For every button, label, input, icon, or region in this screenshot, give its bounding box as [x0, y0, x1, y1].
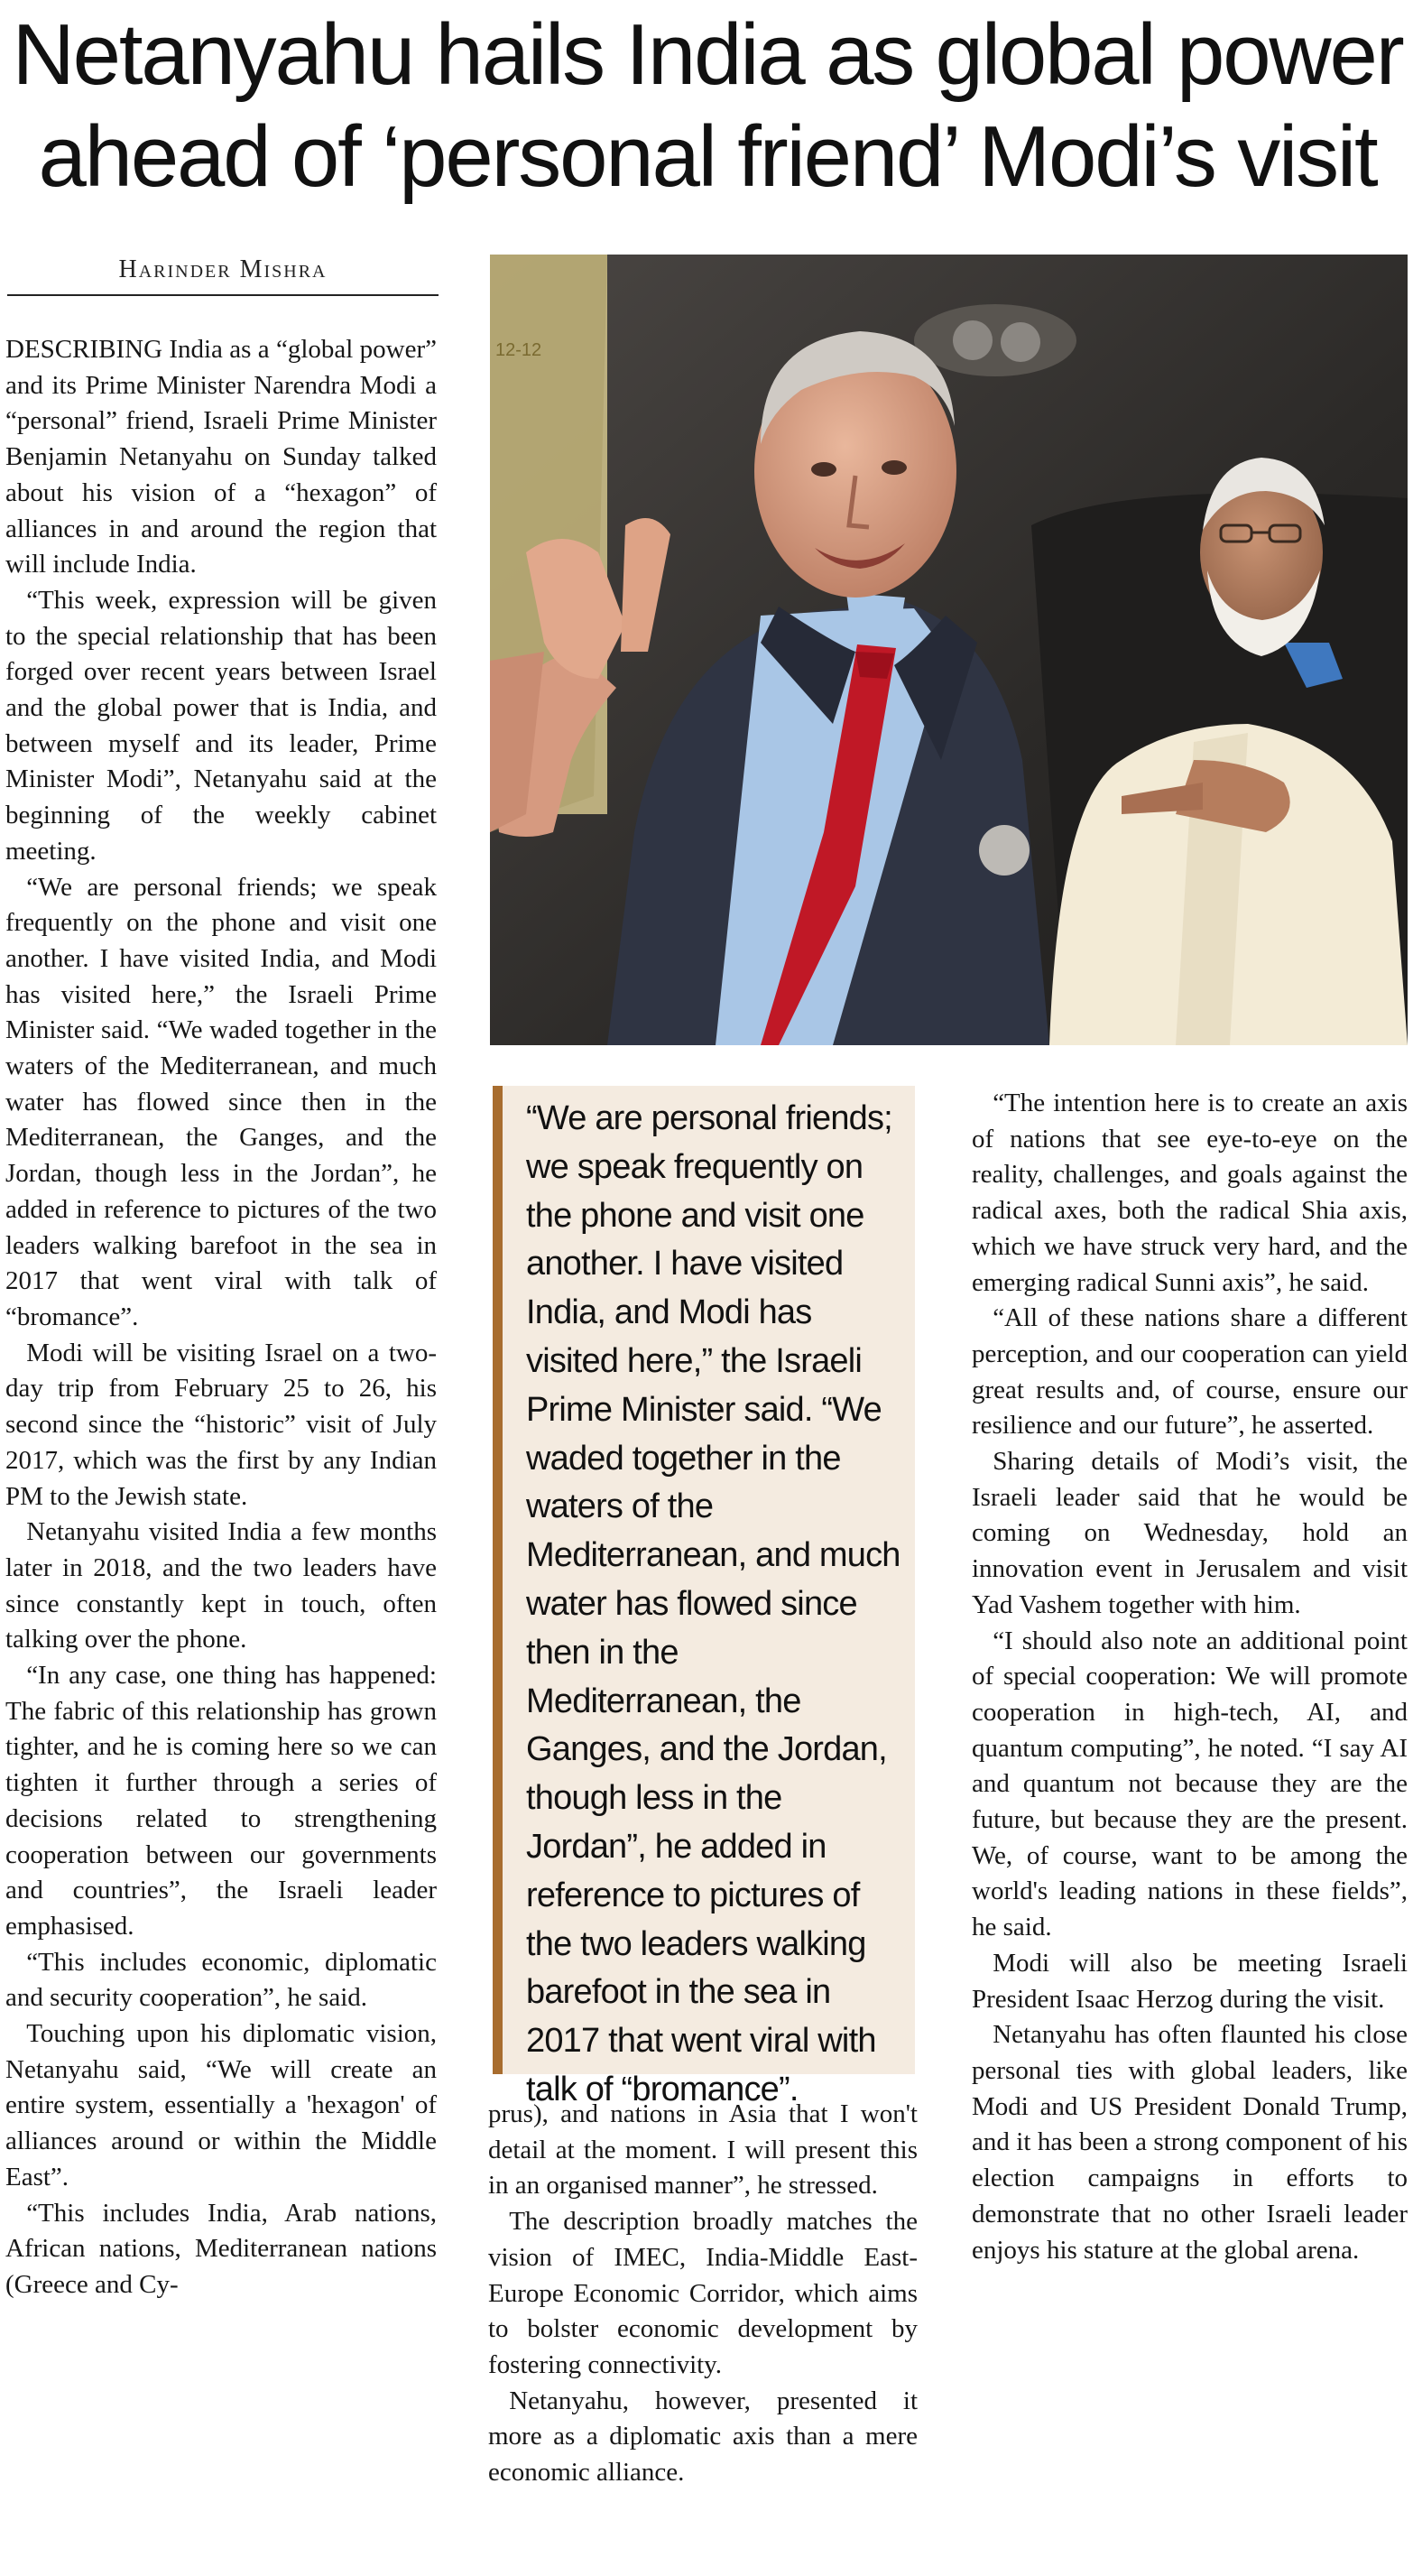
- window-sticker-label: 12-12: [495, 340, 542, 360]
- byline: Harinder Mishra: [7, 253, 439, 296]
- article-paragraph: “All of these nations share a different perception, and our cooperation can yield great results and, of course, ensure our resilience and our future”, he asserted.: [972, 1303, 1408, 1441]
- article-paragraph: “We are personal friends; we speak frequently on the phone and visit one another. I have visited India, and Modi has visited here,” the Israeli Prime Minister said. “We waded together in the waters of the Mediterranean, and much water has flowed since then in the Mediterranean, the Ganges, and the Jordan, though less in the Jordan”, he added in reference to pictures of the two leaders walking barefoot in the sea in 2017 that went viral with talk of “bromance”.: [5, 872, 437, 1331]
- wristwatch: [979, 825, 1030, 876]
- pull-quote: “We are personal friends; we speak frequently on the phone and visit one another. I have visited India, and Modi has visited here,” the Israeli Prime Minister said. “We waded together in the waters of the Mediterranean, and much water has flowed since then in the Mediterranean, the Ganges, and the Jordan, though less in the Jordan”, he added in reference to pictures of the two leaders walking barefoot in the sea in 2017 that went viral with talk of “bromance”.: [493, 1086, 915, 2074]
- article-paragraph: “This includes economic, diplomatic and security cooperation”, he said.: [5, 1947, 437, 2013]
- article-paragraph: Netanyahu has often flaunted his close personal ties with global leaders, like Modi and US President Donald Trump, and it has been a strong component of his election campaigns in efforts to demonstrate that no other Israeli leader enjoys his stature at the global arena.: [972, 2020, 1408, 2265]
- article-paragraph: Touching upon his diplomatic vision, Netanyahu said, “We will create an entire system, essentially a 'hexagon' of alliances around or within the Middle East”.: [5, 2019, 437, 2191]
- article-column-2: [488, 2097, 918, 2491]
- news-photo: [490, 255, 1408, 1045]
- article-paragraph: Modi will also be meeting Israeli President Isaac Herzog during the visit.: [972, 1948, 1408, 2014]
- article-paragraph: “This week, expression will be given to the special relationship that has been forged over recent years between Israel and the global power that is India, and between myself and its leader, Prime Minister Modi”, Netanyahu said at the beginning of the weekly cabinet meeting.: [5, 585, 437, 866]
- article-column-1: [5, 332, 437, 2303]
- article-paragraph: Modi will be visiting Israel on a two-day trip from February 25 to 26, his second since the “historic” visit of July 2017, which was the first by any Indian PM to the Jewish state.: [5, 1338, 437, 1511]
- article-paragraph: The description broadly matches the vision of IMEC, India-Middle East- Europe Economic Corridor, which aims to bolster economic development by fostering connectivity.: [488, 2207, 918, 2379]
- article-paragraph: “In any case, one thing has happened: The fabric of this relationship has grown tighter, and he is coming here so we can tighten it further through a series of decisions related to strengthening cooperation between our governments and countries”, the Israeli leader emphasised.: [5, 1661, 437, 1941]
- article-paragraph: “This includes India, Arab nations, African nations, Mediterranean nations (Greece and Cy-: [5, 2198, 437, 2299]
- article-paragraph: Netanyahu visited India a few months later in 2018, and the two leaders have since constantly kept in touch, often talking over the phone.: [5, 1517, 437, 1654]
- headline: [4, 4, 1411, 208]
- article-paragraph: Netanyahu, however, presented it more as a diplomatic axis than a mere economic alliance.: [488, 2386, 918, 2488]
- article-paragraph: DESCRIBING India as a “global power” and its Prime Minister Narendra Modi a “personal” friend, Israeli Prime Minister Benjamin Netanyahu on Sunday talked about his vision of a “hexagon” of alliances in and around the region that will include India.: [5, 335, 437, 579]
- headline-line-1: Netanyahu hails India as global power: [12, 6, 1403, 103]
- article-column-3: [972, 1086, 1408, 2268]
- headline-line-2: ahead of ‘personal friend’ Modi’s visit: [38, 108, 1377, 205]
- article-paragraph: “The intention here is to create an axis of nations that see eye-to-eye on the reality, challenges, and goals against the radical axes, both the radical Shia axis, which we have struck very hard, and the emerging radical Sunni axis”, he said.: [972, 1089, 1408, 1297]
- article-paragraph: prus), and nations in Asia that I won't detail at the moment. I will present this in an organised manner”, he stressed.: [488, 2099, 918, 2201]
- article-paragraph: “I should also note an additional point of special cooperation: We will promote cooperation in high-tech, AI, and quantum computing”, he noted. “I say AI and quantum not because they are the future, but because they are the present. We, of course, want to be among the world's leading nations in these fields”, he said.: [972, 1626, 1408, 1942]
- ceiling-light: [914, 304, 1076, 376]
- photo-illustration: [490, 255, 1408, 1045]
- article-paragraph: Sharing details of Modi’s visit, the Israeli leader said that he would be coming on Wednesday, hold an innovation event in Jerusalem and visit Yad Vashem together with him.: [972, 1447, 1408, 1619]
